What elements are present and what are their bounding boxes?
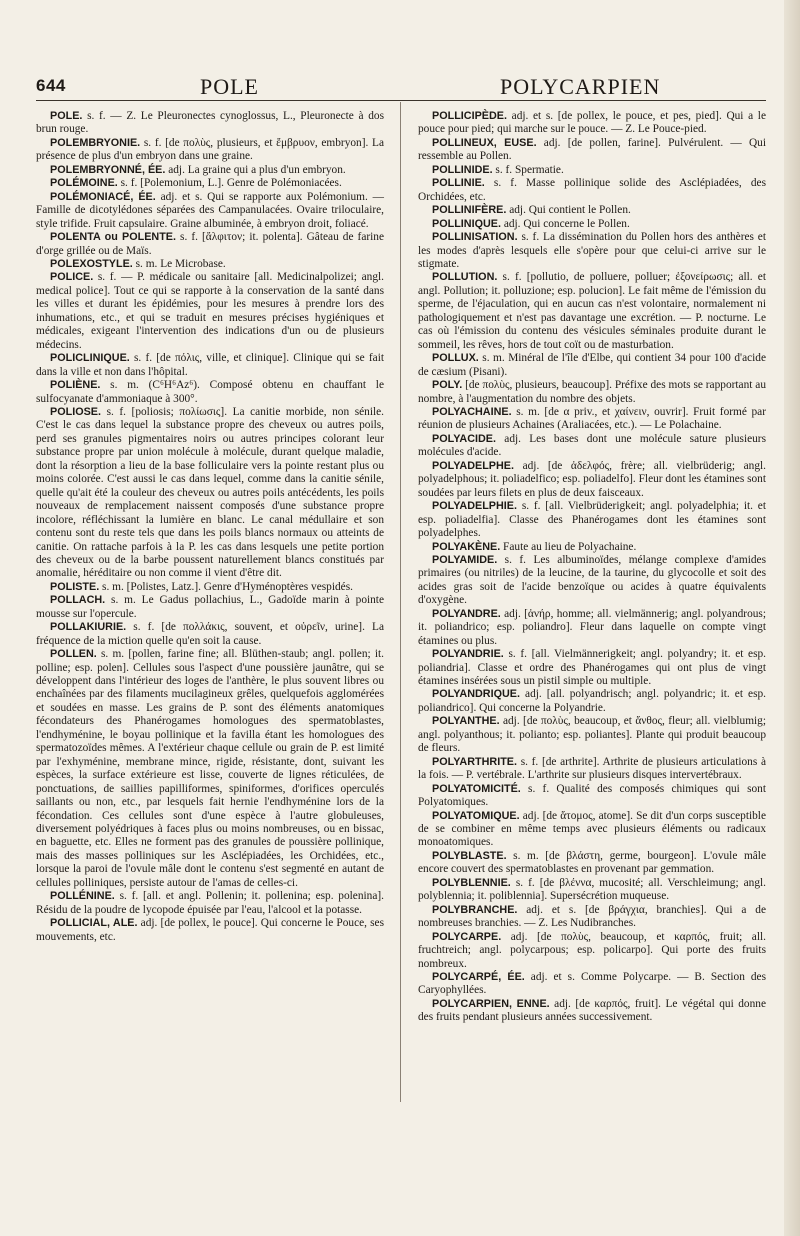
column-divider	[400, 102, 401, 1102]
dictionary-entry	[36, 258, 384, 271]
entry-definition: Faute au lieu de Polyachaine.	[500, 540, 637, 553]
entry-definition: adj. [ἀνήρ, homme; all. vielmännerig; angl. polyandrous; it. poliandrico; esp. poliandro]. Fleur dans laquelle on compte vingt étamines ou plus.	[418, 607, 766, 647]
entry-headword: POLYCARPE.	[432, 930, 502, 943]
entry-headword: POLYACIDE.	[432, 432, 497, 445]
entry-headword: POLYANDRE.	[432, 607, 501, 620]
entry-definition: adj. et s. [de pollex, le pouce, et pes, pied]. Qui a le pouce pour pied; qui marche sur le pouce. — Z. Le Pouce-pied.	[418, 110, 766, 136]
dictionary-entry	[418, 352, 766, 379]
dictionary-entry	[418, 971, 766, 998]
entry-headword: POLYBRANCHE.	[432, 903, 518, 916]
entry-headword: POLYARTHRITE.	[432, 755, 517, 768]
entry-definition: s. f. Masse pollinique solide des Asclépiadées, des Orchidées, etc.	[418, 177, 766, 203]
dictionary-entry	[418, 554, 766, 608]
entry-definition: adj. [de pollen, farine]. Pulvérulent. — Qui ressemble au Pollen.	[418, 136, 767, 163]
dictionary-entry	[418, 231, 766, 271]
entry-headword: POLÉMONIACÉ, ÉE.	[50, 190, 156, 203]
entry-definition: s. m. (C⁶H⁶Az⁶). Composé obtenu en chauffant le sulfocyanate d'ammoniaque à 300°.	[36, 379, 384, 405]
dictionary-entry	[418, 218, 766, 231]
entry-definition: adj. Les bases dont une molécule sature plusieurs molécules d'acide.	[418, 432, 766, 459]
dictionary-entry	[36, 352, 384, 379]
entry-definition: s. m. Le Gadus pollachius, L., Gadoïde marin à pointe mousse sur l'opercule.	[36, 594, 384, 620]
running-head-left: POLE	[200, 74, 259, 99]
entry-headword: POLISTE.	[50, 580, 100, 593]
dictionary-entry	[36, 581, 384, 594]
left-column	[36, 110, 384, 944]
dictionary-entry	[418, 648, 766, 688]
entry-headword: POLYATOMICITÉ.	[432, 782, 521, 795]
entry-definition: s. f. [all. et angl. Pollenin; it. pollenina; esp. polenina]. Résidu de la poudre de lycopode épuisée par l'eau, l'alcool et la potasse.	[36, 890, 384, 916]
dictionary-entry	[418, 460, 766, 500]
entry-headword: POLLINIQUE.	[432, 217, 501, 230]
entry-definition: s. m. Le Microbase.	[132, 257, 226, 270]
dictionary-entry	[418, 608, 766, 648]
entry-definition: adj. et s. Qui se rapporte aux Polémonium. — Famille de dicotylédones séparées des Campanulacées. Ovaire triloculaire, style trifide. Fruit capsulaire. Graine albuminée, à embryon droit, foliacé.	[36, 190, 384, 230]
entry-definition: s. f. [de πολὺς, plusieurs, et ἔμβρυον, embryon]. La présence de plus d'un embryon dans une graine.	[36, 136, 384, 163]
dictionary-entry	[36, 648, 384, 890]
entry-definition: adj. [de πολὺς, beaucoup, et καρπός, fruit; all. fruchtreich; angl. polycarpous; esp. policarpo]. Qui porte des fruits nombreux.	[418, 930, 766, 970]
entry-headword: POLYBLASTE.	[432, 849, 507, 862]
entry-definition: s. f. [poliosis; πολίωσις]. La canitie morbide, non sénile. C'est le cas dans lequel la substance propre des cheveux ou autres poils, perd ses granules pigmentaires noirs ou autres principes colorant leur substance propre par union molécule à molécule, durant quelque maladie, dont la résorption a lieu de la base folliculaire vers la pointe restant plus ou moins colorée. C'est aussi le cas dans lequel, comme dans la canitie sénile, quelle qu'ait été la couleur des cheveux ou autres poils antécédents, les poils nouveaux de remplacement naissent composés d'une substance propre incolore, réfléchissant la lumière en blanc. Le canal médullaire et son contenu sont du reste tels que dans les poils blancs normaux ou atteints de canitie. On rattache parfois à la P. les cas dans lesquels une petite portion des cheveux ou de la barbe poussent naturellement blancs constitués par anomalie, héréditaire ou non comme il vient d'être dit.	[36, 405, 384, 580]
dictionary-entry	[418, 904, 766, 931]
entry-definition: s. f. La dissémination du Pollen hors des anthères et les modes d'après lesquels elle s'opère pour que celui-ci arrive sur le stigmate.	[418, 231, 766, 270]
entry-headword: POLLACH.	[50, 594, 106, 607]
entry-headword: POLICLINIQUE.	[50, 352, 130, 365]
entry-headword: POLE.	[50, 110, 83, 122]
dictionary-entry	[36, 137, 384, 164]
entry-headword: POLYADELPHIE.	[432, 500, 518, 513]
entry-headword: POLY.	[432, 379, 463, 392]
dictionary-entry	[36, 594, 384, 621]
dictionary-entry	[418, 783, 766, 810]
entry-headword: POLLINISATION.	[432, 231, 518, 244]
entry-definition: s. f. — Z. Le Pleuronectes cynoglossus, L., Pleuronecte à dos brun rouge.	[36, 110, 384, 136]
dictionary-entry	[418, 931, 766, 971]
entry-headword: POLLUTION.	[432, 271, 498, 284]
dictionary-entry	[36, 890, 384, 917]
entry-headword: POLYBLENNIE.	[432, 876, 511, 889]
dictionary-entry	[418, 810, 766, 850]
entry-definition: s. f. Qualité des composés chimiques qui sont Polyatomiques.	[418, 782, 766, 809]
entry-headword: POLEXOSTYLE.	[50, 257, 133, 270]
dictionary-entry	[418, 137, 766, 164]
dictionary-entry	[418, 500, 766, 540]
entry-headword: POLYANDRIE.	[432, 648, 504, 661]
dictionary-entry	[36, 177, 384, 190]
entry-headword: POLYACHAINE.	[432, 405, 512, 418]
page-header	[0, 0, 800, 100]
dictionary-entry	[36, 231, 384, 258]
dictionary-entry	[418, 433, 766, 460]
entry-definition: s. m. [de α priv., et χαίνειν, ouvrir]. Fruit formé par réunion de plusieurs Achaines (Araliacées, etc.). — Le Polachaine.	[418, 405, 766, 432]
entry-headword: POLYATOMIQUE.	[432, 809, 520, 822]
dictionary-entry	[36, 110, 384, 137]
entry-headword: POLIOSE.	[50, 405, 101, 418]
entry-headword: POLIÈNE.	[50, 379, 101, 392]
entry-definition: [de πολὺς, plusieurs, beaucoup]. Préfixe des mots se rapportant au nombre, à l'augmentation du nombre des objets.	[418, 379, 766, 405]
dictionary-entry	[418, 379, 766, 406]
dictionary-entry	[418, 877, 766, 904]
dictionary-entry	[418, 177, 766, 204]
entry-headword: POLYANTHE.	[432, 715, 500, 728]
entry-headword: POLYADELPHE.	[432, 459, 515, 472]
dictionary-entry	[36, 164, 384, 177]
entry-definition: adj. Qui contient le Pollen.	[506, 204, 631, 217]
dictionary-entry	[418, 164, 766, 177]
entry-headword: POLLEN.	[50, 648, 97, 661]
dictionary-entry	[36, 406, 384, 581]
entry-definition: adj. et s. Comme Polycarpe. — B. Section des Caryophyllées.	[418, 971, 766, 997]
entry-definition: s. m. [Polistes, Latz.]. Genre d'Hyménoptères vespidés.	[99, 580, 353, 593]
dictionary-entry	[418, 850, 766, 877]
entry-definition: s. f. [ἄλφιτον; it. polenta]. Gâteau de farine d'orge grillée ou de Maïs.	[36, 231, 384, 257]
entry-headword: POLLAKIURIE.	[50, 621, 127, 634]
entry-definition: s. f. Spermatie.	[492, 163, 564, 176]
entry-headword: POLYCARPÉ, ÉE.	[432, 971, 525, 983]
entry-definition: adj. La graine qui a plus d'un embryon.	[165, 163, 346, 176]
entry-definition: adj. [all. polyandrisch; angl. polyandric; it. et esp. poliandrico]. Qui concerne la Polyandrie.	[418, 688, 766, 714]
entry-headword: POLLINIDE.	[432, 163, 493, 176]
running-head-right: POLYCARPIEN	[500, 74, 661, 99]
dictionary-entry	[418, 756, 766, 783]
dictionary-entry	[418, 715, 766, 755]
entry-definition: s. m. Minéral de l'île d'Elbe, qui contient 34 pour 100 d'acide de cæsium (Pisani).	[418, 352, 766, 378]
entry-definition: s. f. [all. Vielbrüderigkeit; angl. polyadelphia; it. et esp. poliadelfia]. Classe des Phanérogames dont les étamines sont polyadelphes.	[418, 500, 766, 540]
dictionary-entry	[36, 191, 384, 231]
entry-definition: s. f. Les albuminoïdes, mélange complexe d'amides primaires (ou nitriles) de la leucine, de la taurine, du glycocolle et soit des acides gras soit de l'acide benzoïque ou acides à quatre équivalents d'oxygène.	[418, 553, 766, 607]
dictionary-entry	[36, 379, 384, 406]
entry-headword: POLLUX.	[432, 352, 479, 365]
entry-definition: s. f. [Polemonium, L.]. Genre de Polémoniacées.	[117, 177, 342, 190]
dictionary-entry	[418, 688, 766, 715]
right-column	[418, 110, 766, 1025]
entry-definition: s. f. [pollutio, de polluere, polluer; ἐξονείρωσις; all. et angl. Pollution; it. polluzione; esp. polucion]. Le fait même de l'émission du sperme, de l'éjaculation, qui en aucun cas n'est volontaire, normalement ni pathologiquement et n'est pas davantage une excrétion. — P. nocturne. Le cas où l'émission du contenu des vésicules séminales produite durant le sommeil, les rêves, hors de tout coït ou de masturbation.	[418, 271, 766, 351]
entry-headword: POLLINIE.	[432, 177, 485, 190]
dictionary-entry	[36, 621, 384, 648]
dictionary-entry	[418, 271, 766, 352]
entry-headword: POLENTA ou POLENTE.	[50, 231, 176, 244]
entry-headword: POLYANDRIQUE.	[432, 688, 520, 701]
entry-definition: adj. et s. [de βράγχια, branchies]. Qui a de nombreuses branchies. — Z. Les Nudibranches.	[418, 903, 766, 930]
dictionary-entry	[418, 406, 766, 433]
entry-definition: s. f. [de βλέννα, mucosité; all. Verschleimung; angl. polyblennia; it. poliblennia]. Supersécrétion muqueuse.	[418, 876, 766, 903]
entry-definition: s. f. — P. médicale ou sanitaire [all. Medicinalpolizei; angl. medical police]. Tout ce qui se rapporte à la conservation de la santé dans les villes et durant les épidémies, pour les mesures à prendre lors des inhumations, etc., et qui se traduit en mesures précises hygiéniques et médicales, exigeant l'intervention des indications d'un ou de plusieurs médecins.	[36, 271, 384, 351]
entry-headword: POLLICIAL, ALE.	[50, 917, 138, 930]
entry-headword: POLYAKÈNE.	[432, 540, 501, 553]
entry-headword: POLYCARPIEN, ENNE.	[432, 997, 550, 1010]
entry-headword: POLYAMIDE.	[432, 553, 498, 566]
page-edge	[784, 0, 800, 1236]
entry-definition: s. f. [all. Vielmännerigkeit; angl. polyandry; it. et esp. poliandria]. Classe et ordre des Phanérogames qui ont plus de vingt étamines insérées sous un pistil simple ou multiple.	[418, 648, 766, 688]
entry-definition: s. m. [de βλάστη, germe, bourgeon]. L'ovule mâle encore couvert des spermatoblastes en provenant par gemmation.	[418, 849, 766, 876]
entry-headword: POLÉMOINE.	[50, 177, 118, 190]
entry-definition: adj. Qui concerne le Pollen.	[500, 217, 630, 230]
entry-definition: adj. [de πολὺς, beaucoup, et ἄνθος, fleur; all. vielblumig; angl. polyanthous; it. polianto; esp. poliantes]. Plante qui produit beaucoup de fleurs.	[418, 715, 766, 755]
dictionary-entry	[36, 917, 384, 944]
entry-definition: adj. [de καρπός, fruit]. Le végétal qui donne des fruits pendant plusieurs années successivement.	[418, 997, 766, 1024]
entry-definition: s. f. [de πολλάκις, souvent, et οὐρεῖν, urine]. La fréquence de la miction quelle qu'en soit la cause.	[36, 621, 384, 647]
entry-headword: POLICE.	[50, 271, 94, 284]
entry-definition: s. f. [de πόλις, ville, et clinique]. Clinique qui se fait dans la ville et non dans l'hôpital.	[36, 352, 384, 378]
entry-definition: adj. [de ἀδελφός, frère; all. vielbrüderig; angl. polyadelphous; it. poliadelfico; esp. poliadelfo]. Fleur dont les étamines sont soudées par leurs filets en plus de deux faisceaux.	[418, 459, 766, 499]
header-rule	[36, 100, 766, 101]
entry-definition: s. f. [de arthrite]. Arthrite de plusieurs articulations à la fois. — P. vertébrale. L'arthrite sur plusieurs disques intervertébraux.	[418, 755, 766, 782]
entry-headword: POLEMBRYONIE.	[50, 136, 141, 149]
entry-definition: s. m. [pollen, farine fine; all. Blüthen-staub; angl. pollen; it. polline; esp. polen]. Cellules sous l'aspect d'une poussière jaunâtre, qui se développent dans l'intérieur des loges de l'anthère, le plus souvent libres ou enchaînées par des filaments mucilagineux grêles, quelquefois agglomérées et soudées en masse. Les grains de P. sont des éléments anatomiques fécondateurs des Phanérogames homologues des spermatoblastes, l'endhyménine, le boyau pollinique et la favilla étant les homologues des spermatozoïdes mêmes. A l'extérieur chaque cellule ou grain de P. est limité par l'exhyménine, membrane mince, rigide, résistante, dont, suivant les espèces, la surface extérieure est lisse, couverte de lignes réticulées, de ponctuations, de saillies papilliformes, spiniformes, d'orifices operculés saillants ou non, etc., par lesquels fait hernie l'endhyménine lors de la fécondation. Ces cellules sont d'une espèce à l'autre globuleuses, diversement polyédriques à faces plus ou moins nombreuses, ou en bissac, en baguette, etc. Elles ne forment pas des granules de poussière pollinique, mais des masses polliniques sur les Asclépiadées, les Orchidées, etc., lorsque la paroi de l'ovule mâle dont le contenu s'est segmenté en autant de cellules polliniques, persiste autour de l'amas de celles-ci.	[36, 648, 384, 889]
dictionary-entry	[418, 541, 766, 554]
entry-definition: adj. [de ἄτομος, atome]. Se dit d'un corps susceptible de se combiner en même temps avec plusieurs éléments ou radicaux monoatomiques.	[418, 809, 766, 849]
entry-headword: POLLICIPÈDE.	[432, 110, 507, 122]
dictionary-entry	[418, 110, 766, 137]
entry-headword: POLLÉNINE.	[50, 890, 115, 903]
entry-headword: POLEMBRYONNÉ, ÉE.	[50, 163, 166, 176]
entry-definition: adj. [de pollex, le pouce]. Qui concerne le Pouce, ses mouvements, etc.	[36, 917, 385, 943]
dictionary-entry	[418, 204, 766, 217]
page-number: 644	[36, 76, 66, 95]
dictionary-entry	[36, 271, 384, 352]
dictionary-entry	[418, 998, 766, 1025]
entry-headword: POLLINIFÈRE.	[432, 204, 507, 217]
entry-headword: POLLINEUX, EUSE.	[432, 136, 537, 149]
